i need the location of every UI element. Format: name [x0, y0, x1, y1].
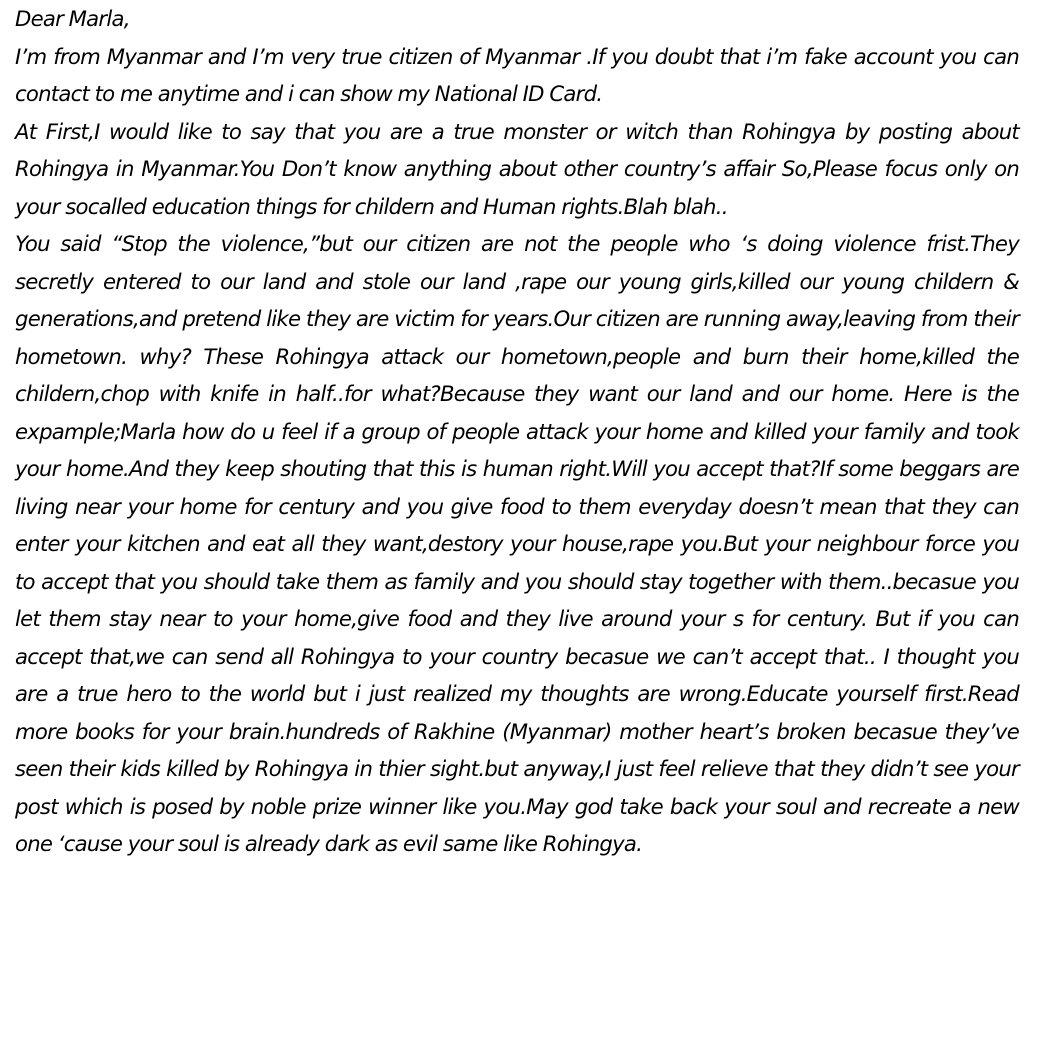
- letter-body: [15, 0, 1019, 863]
- paragraph-accusation: At First,I would like to say that you are a true monster or witch than Rohingya by posting about Rohingya in Myanmar.You Don’t know anything about other country’s affair So,Please focus only on your socalled education things for childern and Human rights.Blah blah..: [15, 118, 1019, 219]
- salutation: Dear Marla,: [15, 6, 130, 31]
- paragraph-identity: I’m from Myanmar and I’m very true citizen of Myanmar .If you doubt that i’m fake account you can contact to me anytime and i can show my National ID Card.: [15, 43, 1019, 106]
- paragraph-argument: You said “Stop the violence,”but our citizen are not the people who ‘s doing violence frist.They secretly entered to our land and stole our land ,rape our young girls,killed our young childern & generations,and pretend like they are victim for years.Our citizen are running away,leaving from their hometown. why? These Rohingya attack our hometown,people and burn their home,killed the childern,chop with knife in half..for what?Because they want our land and our home. Here is the expample;Marla how do u feel if a group of people attack your home and killed your family and took your home.And they keep shouting that this is human right.Will you accept that?If some beggars are living near your home for century and you give food to them everyday doesn’t mean that they can enter your kitchen and eat all they want,destory your house,rape you.But your neighbour force you to accept that you should take them as family and you should stay together with them..becasue you let them stay near to your home,give food and they live around your s for century. But if you can accept that,we can send all Rohingya to your country becasue we can’t accept that.. I thought you are a true hero to the world but i just realized my thoughts are wrong.Educate yourself first.Read more books for your brain.hundreds of Rakhine (Myanmar) mother heart’s broken becasue they’ve seen their kids killed by Rohingya in thier sight.but anyway,I just feel relieve that they didn’t see your post which is posed by noble prize winner like you.May god take back your soul and recreate a new one ‘cause your soul is already dark as evil same like Rohingya.: [15, 231, 1019, 856]
